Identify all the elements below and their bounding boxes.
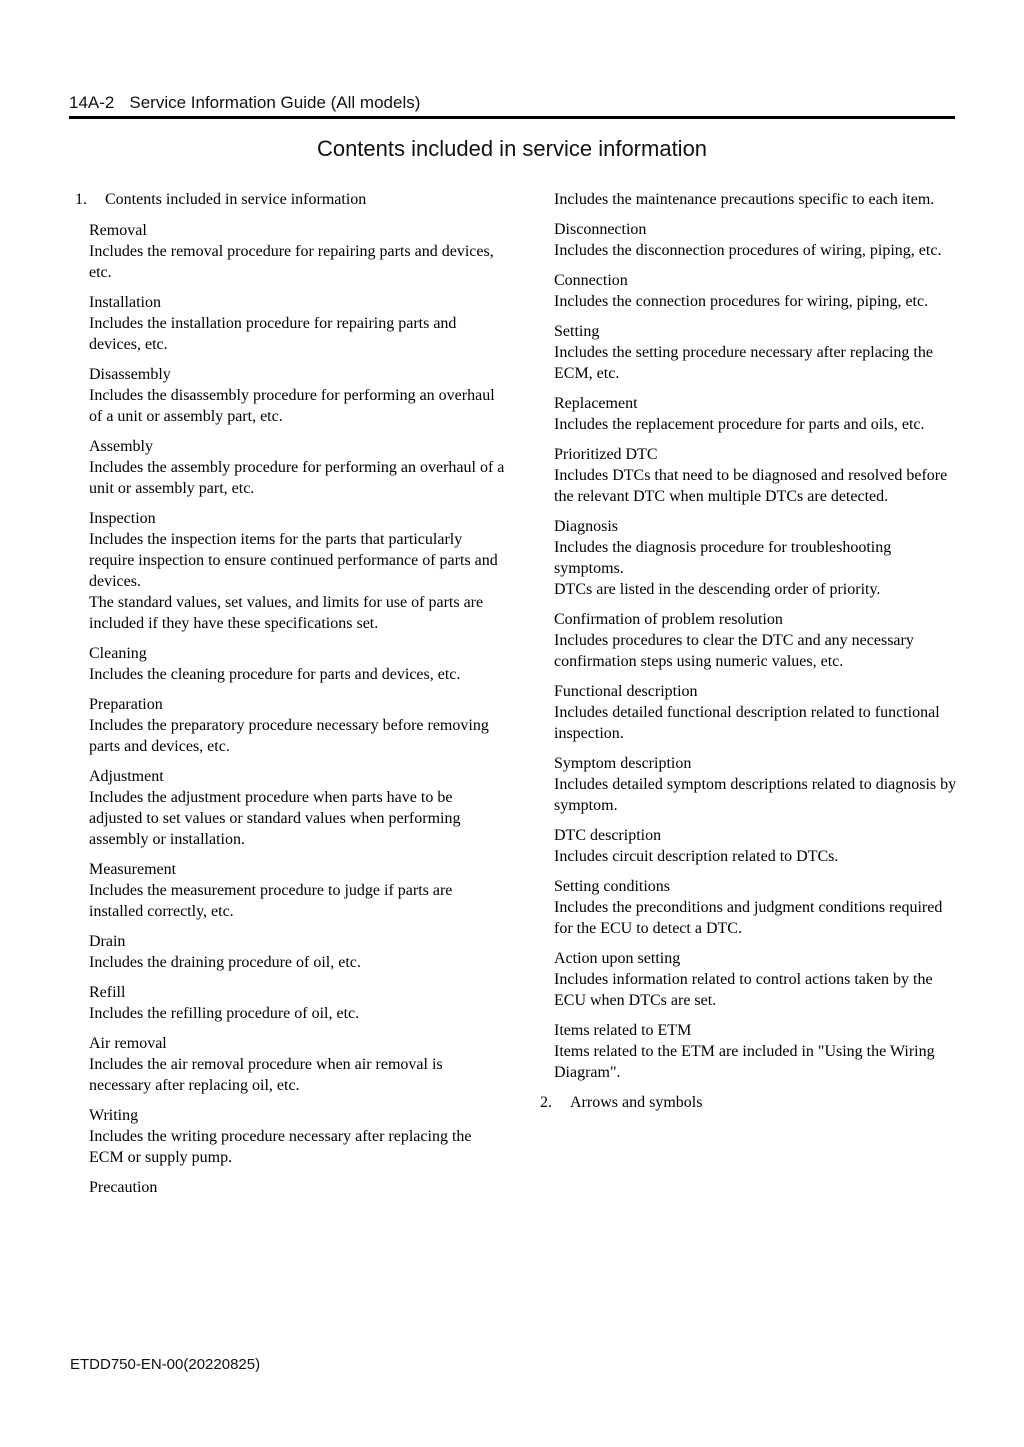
entry-description: Includes the assembly procedure for performing an overhaul of a unit or assembly part, etc. — [89, 459, 505, 497]
content-entry — [89, 694, 508, 757]
right-entries — [540, 189, 958, 1083]
entry-term: Installation — [89, 294, 161, 311]
entry-term: Precaution — [89, 1179, 158, 1196]
content-entry — [89, 643, 508, 685]
entry-term: Drain — [89, 933, 126, 950]
entry-term: Inspection — [89, 510, 156, 527]
content-entry — [89, 982, 508, 1024]
content-entry — [554, 825, 958, 867]
entry-term: Items related to ETM — [554, 1022, 692, 1039]
entry-description: DTCs are listed in the descending order of priority. — [554, 581, 881, 598]
entry-description: Items related to the ETM are included in "Using the Wiring Diagram". — [554, 1043, 935, 1081]
content-entry — [554, 681, 958, 744]
entry-term: Prioritized DTC — [554, 446, 658, 463]
content-entry — [554, 189, 958, 210]
entry-description: Includes the preconditions and judgment conditions required for the ECU to detect a DTC. — [554, 899, 943, 937]
entry-term: Writing — [89, 1107, 139, 1124]
content-entry — [89, 364, 508, 427]
header-title: Service Information Guide (All models) — [129, 93, 421, 112]
entry-description: Includes information related to control actions taken by the ECU when DTCs are set. — [554, 971, 933, 1009]
content-entry — [89, 1177, 508, 1198]
entry-description: Includes the inspection items for the parts that particularly require inspection to ensure continued performance of parts and devices. — [89, 531, 498, 590]
entry-term: Setting — [554, 323, 600, 340]
entry-term: Functional description — [554, 683, 698, 700]
left-entries — [75, 220, 508, 1198]
content-entry — [554, 876, 958, 939]
entry-description: Includes the connection procedures for wiring, piping, etc. — [554, 293, 929, 310]
page-header — [69, 93, 420, 113]
entry-description: Includes the cleaning procedure for parts and devices, etc. — [89, 666, 461, 683]
header-rule — [69, 116, 955, 119]
content-entry — [89, 292, 508, 355]
content-entry — [89, 508, 508, 634]
entry-term: Preparation — [89, 696, 163, 713]
right-column — [540, 189, 958, 1113]
entry-description: Includes the installation procedure for repairing parts and devices, etc. — [89, 315, 457, 353]
content-entry — [554, 1020, 958, 1083]
section-2-heading — [540, 1092, 958, 1113]
entry-description: Includes the replacement procedure for parts and oils, etc. — [554, 416, 925, 433]
entry-description: Includes the writing procedure necessary after replacing the ECM or supply pump. — [89, 1128, 472, 1166]
entry-term: Connection — [554, 272, 628, 289]
section-2-title: Arrows and symbols — [570, 1094, 703, 1111]
entry-term: DTC description — [554, 827, 662, 844]
content-entry — [554, 948, 958, 1011]
entry-term: Symptom description — [554, 755, 692, 772]
page-title: Contents included in service information — [316, 136, 708, 161]
entry-term: Measurement — [89, 861, 177, 878]
content-entry — [554, 270, 958, 312]
entry-description: Includes DTCs that need to be diagnosed and resolved before the relevant DTC when multiple DTCs are detected. — [554, 467, 948, 505]
entry-term: Diagnosis — [554, 518, 618, 535]
entry-description: Includes the refilling procedure of oil, etc. — [89, 1005, 360, 1022]
entry-description: Includes the diagnosis procedure for troubleshooting symptoms. — [554, 539, 892, 577]
entry-description: Includes the removal procedure for repairing parts and devices, etc. — [89, 243, 494, 281]
content-entry — [89, 220, 508, 283]
content-entry — [89, 1105, 508, 1168]
entry-description: Includes the adjustment procedure when parts have to be adjusted to set values or standard values when performing assembly or installation. — [89, 789, 461, 848]
entry-term: Adjustment — [89, 768, 164, 785]
entry-term: Removal — [89, 222, 147, 239]
entry-term: Setting conditions — [554, 878, 670, 895]
entry-term: Replacement — [554, 395, 638, 412]
entry-description: Includes the setting procedure necessary after replacing the ECM, etc. — [554, 344, 933, 382]
content-entry — [554, 609, 958, 672]
entry-description: The standard values, set values, and limits for use of parts are included if they have these specifications set. — [89, 594, 484, 632]
section-1-heading — [75, 189, 508, 210]
content-entry — [89, 1033, 508, 1096]
content-entry — [89, 859, 508, 922]
entry-description: Includes procedures to clear the DTC and any necessary confirmation steps using numeric values, etc. — [554, 632, 914, 670]
entry-term: Assembly — [89, 438, 153, 455]
content-entry — [89, 766, 508, 850]
content-entry — [89, 931, 508, 973]
entry-description: Includes the preparatory procedure necessary before removing parts and devices, etc. — [89, 717, 489, 755]
entry-term: Confirmation of problem resolution — [554, 611, 783, 628]
entry-description: Includes the measurement procedure to judge if parts are installed correctly, etc. — [89, 882, 453, 920]
entry-description: Includes detailed symptom descriptions related to diagnosis by symptom. — [554, 776, 957, 814]
section-1-title: Contents included in service information — [105, 191, 367, 208]
content-entry — [89, 436, 508, 499]
entry-description: Includes the disassembly procedure for performing an overhaul of a unit or assembly part, etc. — [89, 387, 495, 425]
entry-description: Includes the air removal procedure when air removal is necessary after replacing oil, etc. — [89, 1056, 443, 1094]
section-2-number: 2. — [540, 1094, 552, 1111]
entry-term: Cleaning — [89, 645, 147, 662]
content-entry — [554, 516, 958, 600]
content-entry — [554, 393, 958, 435]
page-code: 14A-2 — [69, 93, 115, 112]
entry-description: Includes circuit description related to DTCs. — [554, 848, 839, 865]
entry-term: Disconnection — [554, 221, 647, 238]
entry-description: Includes the maintenance precautions specific to each item. — [554, 191, 935, 208]
content-entry — [554, 753, 958, 816]
section-1-number: 1. — [75, 191, 87, 208]
entry-term: Air removal — [89, 1035, 167, 1052]
entry-description: Includes the draining procedure of oil, etc. — [89, 954, 361, 971]
entry-term: Action upon setting — [554, 950, 681, 967]
left-column — [75, 189, 508, 1198]
content-entry — [554, 219, 958, 261]
entry-term: Disassembly — [89, 366, 171, 383]
content-entry — [554, 444, 958, 507]
document-code: ETDD750-EN-00(20220825) — [70, 1356, 261, 1373]
entry-description: Includes the disconnection procedures of wiring, piping, etc. — [554, 242, 942, 259]
entry-description: Includes detailed functional description related to functional inspection. — [554, 704, 940, 742]
content-entry — [554, 321, 958, 384]
entry-term: Refill — [89, 984, 126, 1001]
